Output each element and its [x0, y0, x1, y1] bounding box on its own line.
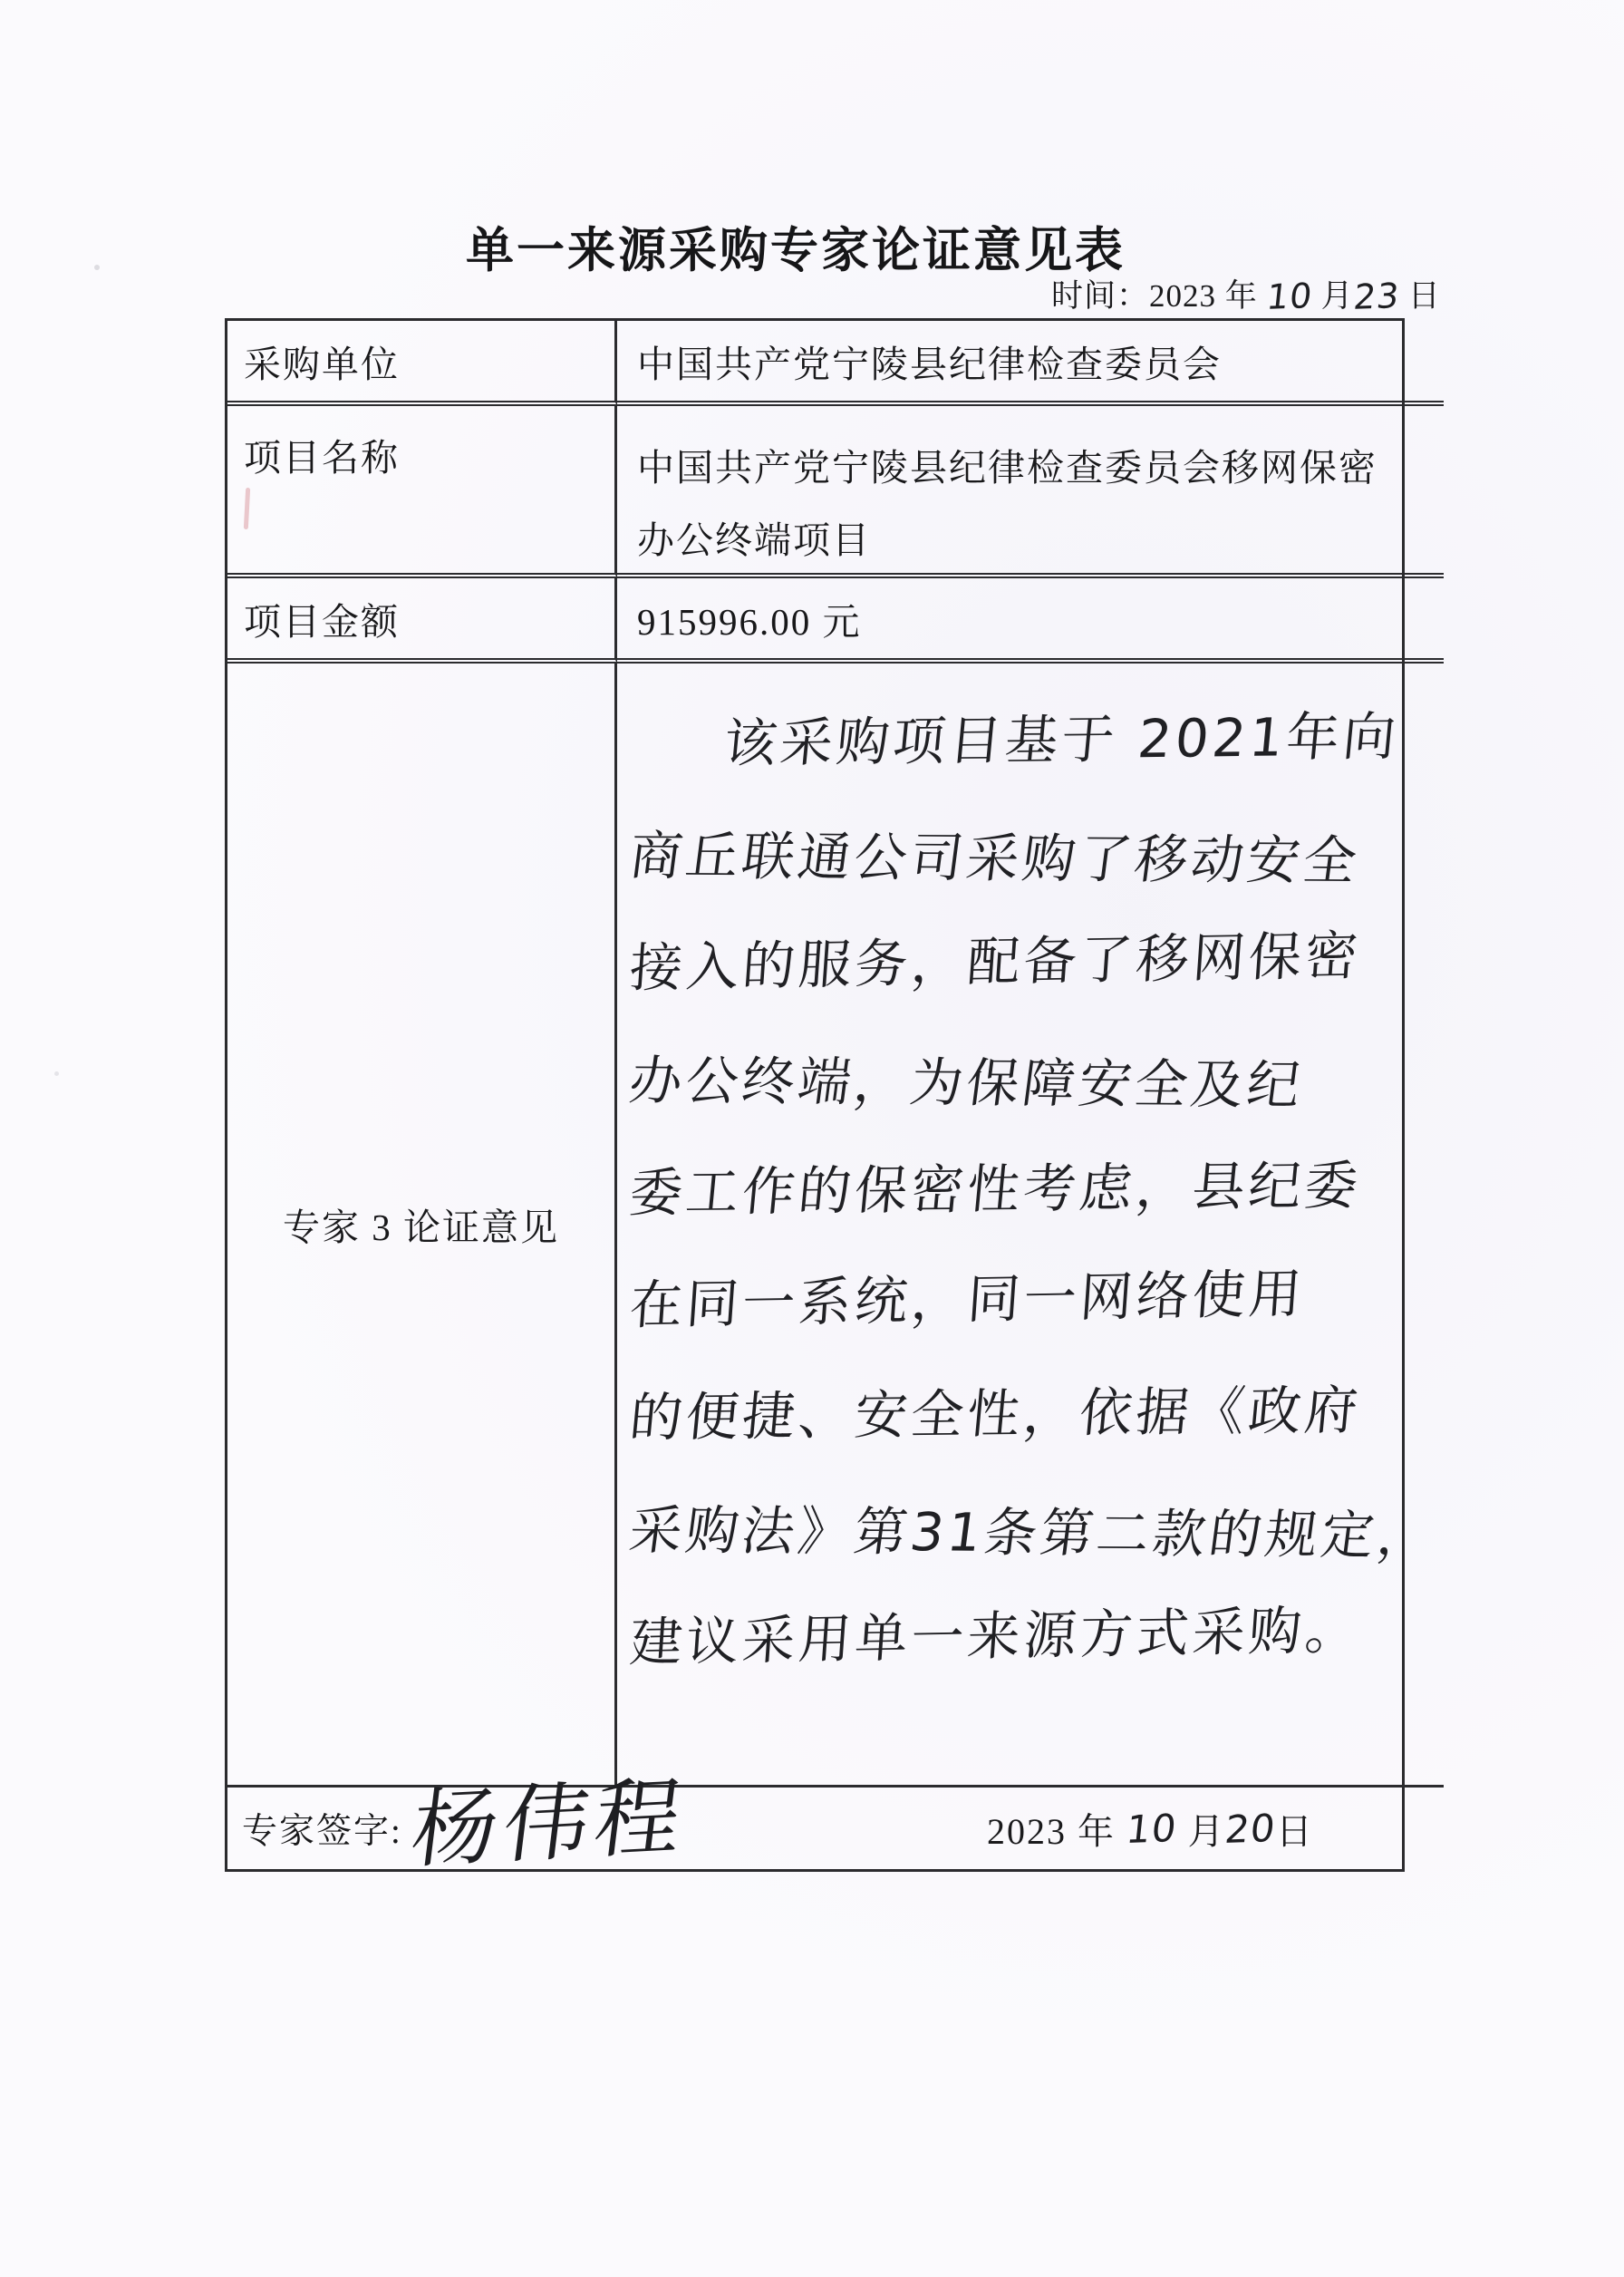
purchaser-label: 采购单位	[244, 343, 400, 385]
opinion-handwritten-line: 接入的服务，配备了移网保密	[627, 924, 1364, 999]
signature-date-day-handwritten: 20	[1223, 1805, 1279, 1852]
opinion-handwritten-line: 该采购项目基于 2021年向	[720, 705, 1403, 774]
signature-date-year: 2023 年	[987, 1810, 1116, 1852]
signature-row	[227, 1768, 1444, 1881]
amount-value-cell	[617, 578, 1444, 664]
header-date-month-unit: 月	[1320, 278, 1354, 314]
project-name-line2: 办公终端项目	[637, 518, 871, 561]
signature-date-month-unit: 月	[1187, 1810, 1226, 1852]
project-name-label-cell	[227, 406, 617, 578]
purchaser-value-cell	[617, 321, 1444, 406]
header-date-day-handwritten: 23	[1351, 276, 1402, 317]
opinion-handwritten-line: 办公终端，为保障安全及纪	[625, 1050, 1308, 1117]
opinion-handwritten-line: 委工作的保密性考虑，县纪委	[626, 1154, 1365, 1224]
expert-signature-handwritten: 杨伟程	[406, 1768, 693, 1881]
opinion-handwritten-line: 在同一系统，同一网络使用	[627, 1263, 1308, 1336]
header-date-year: 2023 年	[1149, 278, 1258, 314]
opinion-handwritten-line: 建议采用单一来源方式采购。	[627, 1598, 1364, 1673]
opinion-form-table	[225, 318, 1438, 1881]
amount-label-cell	[227, 578, 617, 664]
amount-value: 915996.00 元	[637, 600, 862, 643]
opinion-handwritten-line: 的便捷、安全性，依据《政府	[626, 1379, 1365, 1449]
signature-label: 专家签字:	[242, 1812, 402, 1851]
opinion-value-cell	[617, 664, 1444, 1788]
opinion-handwritten-line: 采购法》第31条第二款的规定，	[625, 1499, 1438, 1567]
signature-date-day-unit: 日	[1275, 1810, 1314, 1852]
project-name-label: 项目名称	[244, 437, 400, 479]
header-date-day-unit: 日	[1407, 278, 1441, 314]
header-date-line	[1051, 271, 1441, 316]
signature-date-month-handwritten: 10	[1124, 1805, 1180, 1852]
page-title: 单一来源采购专家论证意见表	[466, 224, 1126, 277]
opinion-handwritten-line: 商丘联通公司采购了移动安全	[625, 825, 1364, 892]
amount-label: 项目金额	[244, 600, 400, 643]
scan-artifact-dot	[54, 1071, 59, 1076]
opinion-label-cell	[227, 664, 617, 1788]
project-name-line1: 中国共产党宁陵县纪律检查委员会移网保密	[637, 446, 1378, 489]
opinion-label: 专家 3 论证意见	[283, 1206, 559, 1248]
purchaser-value: 中国共产党宁陵县纪律检查委员会	[637, 343, 1222, 385]
signature-date	[987, 1788, 1314, 1869]
project-name-value-cell	[617, 406, 1444, 578]
scan-artifact-dot	[94, 265, 100, 270]
header-date-month-handwritten: 10	[1264, 276, 1315, 317]
purchaser-label-cell	[227, 321, 617, 406]
header-date-prefix: 时间：	[1051, 278, 1150, 314]
